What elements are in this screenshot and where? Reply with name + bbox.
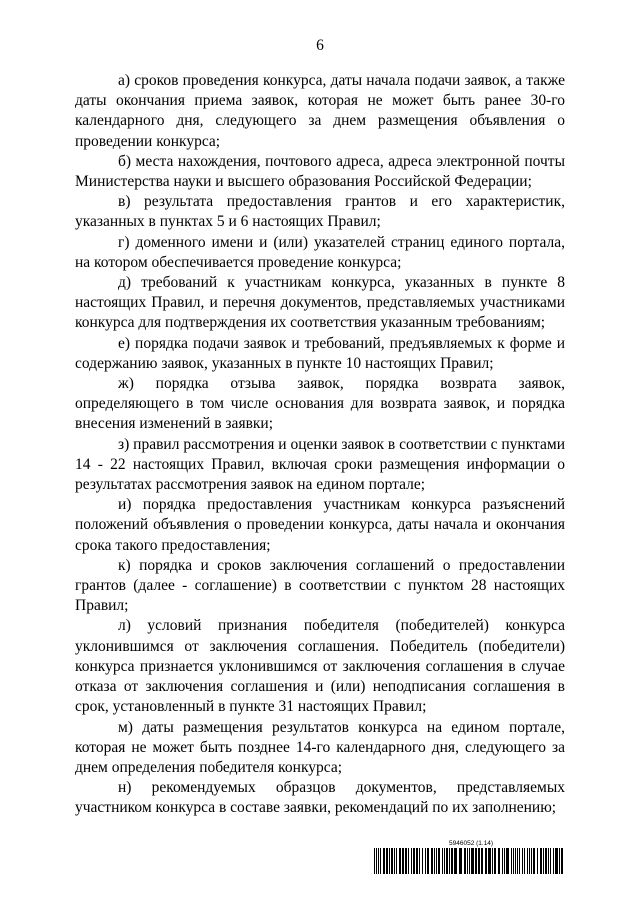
document-code: 5946052 (1.14): [449, 840, 494, 847]
list-item-g: г) доменного имени и (или) указателей страниц единого портала, на котором обеспечивается проведение конкурса;: [75, 233, 565, 271]
list-item-i: и) порядка предоставления участникам конкурса разъяснений положений объявления о проведении конкурса, даты начала и окончания срока такого предоставления;: [75, 496, 565, 554]
list-item-l: л) условий признания победителя (победителей) конкурса уклонившимся от заключения соглашения. Победитель (победители) конкурса признается уклонившимся от заключения соглашения в случае отказа от заключения соглашения и (или) неподписания соглашения в срок, установленный в пункте 31 настоящих Правил;: [75, 617, 565, 716]
list-item-d: д) требований к участникам конкурса, указанных в пункте 8 настоящих Правил, и перечня документов, представляемых участниками конкурса для подтверждения их соответствия указанным требованиям;: [75, 274, 565, 332]
list-item-m: м) даты размещения результатов конкурса на едином портале, которая не может быть позднее 14-го календарного дня, следующего за днем определения победителя конкурса;: [75, 718, 565, 776]
list-item-n: н) рекомендуемых образцов документов, представляемых участником конкурса в составе заявки, рекомендаций по их заполнению;: [75, 779, 565, 817]
list-item-v: в) результата предоставления грантов и его характеристик, указанных в пунктах 5 и 6 настоящих Правил;: [75, 193, 565, 231]
page-number: 6: [316, 37, 324, 54]
document-body: [75, 71, 565, 819]
barcode-icon: [374, 848, 564, 874]
list-item-z: з) правил рассмотрения и оценки заявок в соответствии с пунктами 14 - 22 настоящих Правил, включая сроки размещения информации о результатах рассмотрения заявок на едином портале;: [75, 435, 565, 494]
list-item-b: б) места нахождения, почтового адреса, адреса электронной почты Министерства науки и высшего образования Российской Федерации;: [75, 152, 565, 191]
list-item-e: е) порядка подачи заявок и требований, предъявляемых к форме и содержанию заявок, указанных в пункте 10 настоящих Правил;: [75, 334, 565, 372]
list-item-k: к) порядка и сроков заключения соглашений о предоставлении грантов (далее - соглашение) в соответствии с пунктом 28 настоящих Правил;: [75, 556, 565, 615]
list-item-a: а) сроков проведения конкурса, даты начала подачи заявок, а также даты окончания приема заявок, которая не может быть ранее 30-го календарного дня, следующего за днем размещения объявления о проведении конкурса;: [75, 72, 565, 150]
list-item-zh: ж) порядка отзыва заявок, порядка возврата заявок, определяющего в том числе основания для возврата заявок, и порядка внесения изменений в заявки;: [75, 375, 565, 433]
